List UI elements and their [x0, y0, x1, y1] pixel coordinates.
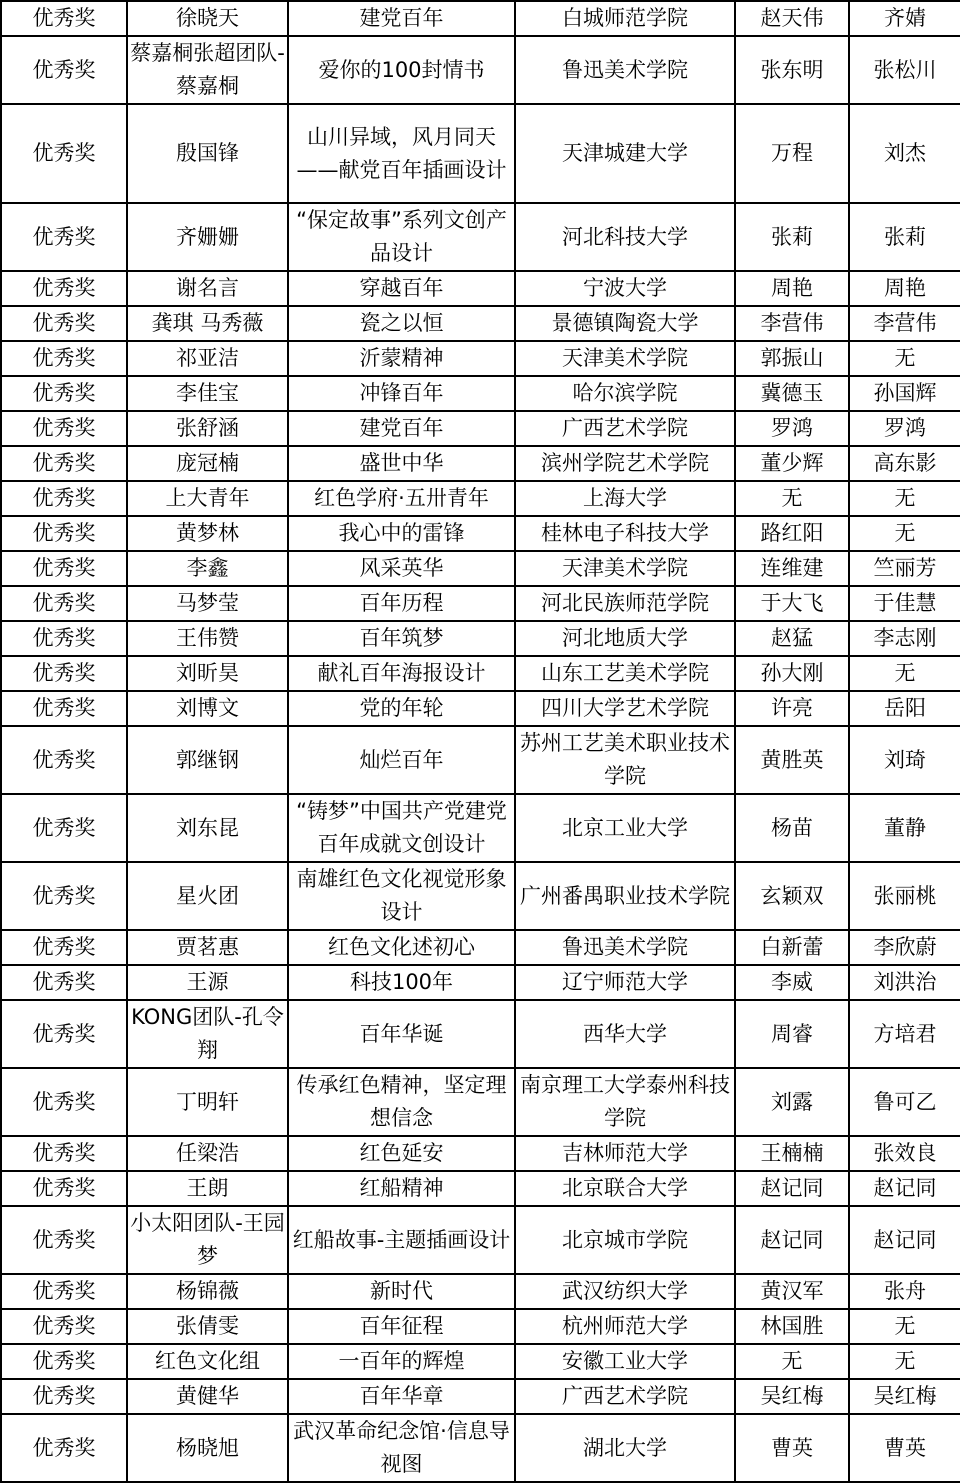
award-level-cell: 优秀奖 — [1, 1344, 127, 1379]
table-row — [1, 104, 960, 203]
table-row — [1, 1068, 960, 1136]
work-title-cell: 爱你的100封情书 — [288, 36, 515, 104]
work-title-cell: 灿烂百年 — [288, 726, 515, 794]
author-cell: 黄梦林 — [127, 516, 288, 551]
award-level-cell: 优秀奖 — [1, 446, 127, 481]
advisor-1-cell: 无 — [735, 1344, 849, 1379]
advisor-1-cell: 林国胜 — [735, 1309, 849, 1344]
award-level-cell: 优秀奖 — [1, 203, 127, 271]
table-row — [1, 516, 960, 551]
advisor-2-cell: 刘琦 — [849, 726, 960, 794]
table-row — [1, 271, 960, 306]
table-row — [1, 1309, 960, 1344]
advisor-2-cell: 赵记同 — [849, 1171, 960, 1206]
author-cell: 任梁浩 — [127, 1136, 288, 1171]
award-level-cell: 优秀奖 — [1, 1136, 127, 1171]
author-cell: 李鑫 — [127, 551, 288, 586]
advisor-2-cell: 刘杰 — [849, 104, 960, 203]
author-cell: 杨锦薇 — [127, 1274, 288, 1309]
work-title-cell: 新时代 — [288, 1274, 515, 1309]
work-title-cell: 百年历程 — [288, 586, 515, 621]
work-title-cell: 瓷之以恒 — [288, 306, 515, 341]
school-cell: 天津美术学院 — [515, 341, 735, 376]
advisor-1-cell: 周睿 — [735, 1000, 849, 1068]
advisor-1-cell: 于大飞 — [735, 586, 849, 621]
work-title-cell: 建党百年 — [288, 1, 515, 36]
award-level-cell: 优秀奖 — [1, 36, 127, 104]
award-level-cell: 优秀奖 — [1, 621, 127, 656]
author-cell: 张舒涵 — [127, 411, 288, 446]
school-cell: 景德镇陶瓷大学 — [515, 306, 735, 341]
school-cell: 广西艺术学院 — [515, 1379, 735, 1414]
advisor-1-cell: 董少辉 — [735, 446, 849, 481]
work-title-cell: 武汉革命纪念馆·信息导视图 — [288, 1414, 515, 1482]
table-row — [1, 1136, 960, 1171]
author-cell: 龚琪 马秀薇 — [127, 306, 288, 341]
school-cell: 西华大学 — [515, 1000, 735, 1068]
award-level-cell: 优秀奖 — [1, 1000, 127, 1068]
work-title-cell: 红船故事-主题插画设计 — [288, 1206, 515, 1274]
advisor-2-cell: 董静 — [849, 794, 960, 862]
work-title-cell: 风采英华 — [288, 551, 515, 586]
advisor-2-cell: 吴红梅 — [849, 1379, 960, 1414]
advisor-2-cell: 无 — [849, 341, 960, 376]
school-cell: 苏州工艺美术职业技术学院 — [515, 726, 735, 794]
work-title-cell: 传承红色精神，坚定理想信念 — [288, 1068, 515, 1136]
advisor-1-cell: 李营伟 — [735, 306, 849, 341]
award-level-cell: 优秀奖 — [1, 104, 127, 203]
award-level-cell: 优秀奖 — [1, 551, 127, 586]
school-cell: 河北科技大学 — [515, 203, 735, 271]
award-level-cell: 优秀奖 — [1, 656, 127, 691]
school-cell: 鲁迅美术学院 — [515, 36, 735, 104]
advisor-2-cell: 李欣蔚 — [849, 930, 960, 965]
advisor-2-cell: 张效良 — [849, 1136, 960, 1171]
advisor-1-cell: 李威 — [735, 965, 849, 1000]
work-title-cell: 献礼百年海报设计 — [288, 656, 515, 691]
advisor-2-cell: 无 — [849, 481, 960, 516]
advisor-1-cell: 许亮 — [735, 691, 849, 726]
author-cell: 王朗 — [127, 1171, 288, 1206]
advisor-2-cell: 无 — [849, 1344, 960, 1379]
author-cell: 王源 — [127, 965, 288, 1000]
table-row — [1, 411, 960, 446]
school-cell: 广州番禺职业技术学院 — [515, 862, 735, 930]
advisor-1-cell: 赵记同 — [735, 1171, 849, 1206]
advisor-2-cell: 方培君 — [849, 1000, 960, 1068]
work-title-cell: 穿越百年 — [288, 271, 515, 306]
advisor-1-cell: 王楠楠 — [735, 1136, 849, 1171]
table-row — [1, 551, 960, 586]
school-cell: 宁波大学 — [515, 271, 735, 306]
advisor-2-cell: 罗鸿 — [849, 411, 960, 446]
table-row — [1, 691, 960, 726]
author-cell: 齐姗姗 — [127, 203, 288, 271]
author-cell: 徐晓天 — [127, 1, 288, 36]
table-row — [1, 1206, 960, 1274]
award-level-cell: 优秀奖 — [1, 794, 127, 862]
table-row — [1, 481, 960, 516]
table-row — [1, 1414, 960, 1482]
advisor-1-cell: 曹英 — [735, 1414, 849, 1482]
table-row — [1, 1171, 960, 1206]
advisor-1-cell: 冀德玉 — [735, 376, 849, 411]
advisor-1-cell: 白新蕾 — [735, 930, 849, 965]
award-level-cell: 优秀奖 — [1, 930, 127, 965]
table-row — [1, 1344, 960, 1379]
advisor-2-cell: 刘洪治 — [849, 965, 960, 1000]
award-level-cell: 优秀奖 — [1, 1068, 127, 1136]
award-level-cell: 优秀奖 — [1, 1379, 127, 1414]
table-row — [1, 306, 960, 341]
table-row — [1, 1, 960, 36]
award-level-cell: 优秀奖 — [1, 965, 127, 1000]
advisor-1-cell: 路红阳 — [735, 516, 849, 551]
work-title-cell: 一百年的辉煌 — [288, 1344, 515, 1379]
advisor-1-cell: 无 — [735, 481, 849, 516]
table-row — [1, 446, 960, 481]
school-cell: 北京城市学院 — [515, 1206, 735, 1274]
author-cell: 谢名言 — [127, 271, 288, 306]
award-level-cell: 优秀奖 — [1, 411, 127, 446]
advisor-1-cell: 张东明 — [735, 36, 849, 104]
advisor-1-cell: 杨苗 — [735, 794, 849, 862]
advisor-1-cell: 玄颖双 — [735, 862, 849, 930]
work-title-cell: 建党百年 — [288, 411, 515, 446]
advisor-2-cell: 周艳 — [849, 271, 960, 306]
school-cell: 白城师范学院 — [515, 1, 735, 36]
advisor-2-cell: 张丽桃 — [849, 862, 960, 930]
school-cell: 广西艺术学院 — [515, 411, 735, 446]
work-title-cell: 红色学府·五卅青年 — [288, 481, 515, 516]
author-cell: 丁明轩 — [127, 1068, 288, 1136]
advisor-1-cell: 郭振山 — [735, 341, 849, 376]
school-cell: 北京工业大学 — [515, 794, 735, 862]
author-cell: 蔡嘉桐张超团队-蔡嘉桐 — [127, 36, 288, 104]
advisor-2-cell: 赵记同 — [849, 1206, 960, 1274]
school-cell: 吉林师范大学 — [515, 1136, 735, 1171]
work-title-cell: 百年征程 — [288, 1309, 515, 1344]
award-level-cell: 优秀奖 — [1, 1414, 127, 1482]
author-cell: 星火团 — [127, 862, 288, 930]
advisor-1-cell: 赵天伟 — [735, 1, 849, 36]
school-cell: 杭州师范大学 — [515, 1309, 735, 1344]
table-row — [1, 794, 960, 862]
advisor-2-cell: 齐婧 — [849, 1, 960, 36]
table-row — [1, 1000, 960, 1068]
award-level-cell: 优秀奖 — [1, 1206, 127, 1274]
author-cell: 庞冠楠 — [127, 446, 288, 481]
work-title-cell: 红船精神 — [288, 1171, 515, 1206]
author-cell: 张倩雯 — [127, 1309, 288, 1344]
author-cell: 刘昕昊 — [127, 656, 288, 691]
award-level-cell: 优秀奖 — [1, 306, 127, 341]
school-cell: 北京联合大学 — [515, 1171, 735, 1206]
advisor-1-cell: 吴红梅 — [735, 1379, 849, 1414]
author-cell: 小太阳团队-王园梦 — [127, 1206, 288, 1274]
work-title-cell: 盛世中华 — [288, 446, 515, 481]
author-cell: 王伟赞 — [127, 621, 288, 656]
school-cell: 辽宁师范大学 — [515, 965, 735, 1000]
work-title-cell: 百年筑梦 — [288, 621, 515, 656]
author-cell: 李佳宝 — [127, 376, 288, 411]
advisor-2-cell: 于佳慧 — [849, 586, 960, 621]
award-level-cell: 优秀奖 — [1, 271, 127, 306]
table-row — [1, 726, 960, 794]
work-title-cell: 我心中的雷锋 — [288, 516, 515, 551]
author-cell: 刘东昆 — [127, 794, 288, 862]
table-row — [1, 930, 960, 965]
school-cell: 天津城建大学 — [515, 104, 735, 203]
award-level-cell: 优秀奖 — [1, 586, 127, 621]
advisor-2-cell: 无 — [849, 516, 960, 551]
author-cell: 祁亚洁 — [127, 341, 288, 376]
school-cell: 湖北大学 — [515, 1414, 735, 1482]
advisor-2-cell: 李志刚 — [849, 621, 960, 656]
advisor-1-cell: 孙大刚 — [735, 656, 849, 691]
table-row — [1, 1379, 960, 1414]
advisor-1-cell: 黄汉军 — [735, 1274, 849, 1309]
school-cell: 桂林电子科技大学 — [515, 516, 735, 551]
school-cell: 南京理工大学泰州科技学院 — [515, 1068, 735, 1136]
work-title-cell: 党的年轮 — [288, 691, 515, 726]
school-cell: 河北民族师范学院 — [515, 586, 735, 621]
work-title-cell: “保定故事”系列文创产品设计 — [288, 203, 515, 271]
school-cell: 河北地质大学 — [515, 621, 735, 656]
advisor-2-cell: 鲁可乙 — [849, 1068, 960, 1136]
author-cell: KONG团队-孔令翔 — [127, 1000, 288, 1068]
author-cell: 贾茗惠 — [127, 930, 288, 965]
school-cell: 滨州学院艺术学院 — [515, 446, 735, 481]
work-title-cell: 山川异域，风月同天——献党百年插画设计 — [288, 104, 515, 203]
work-title-cell: “铸梦”中国共产党建党百年成就文创设计 — [288, 794, 515, 862]
advisor-2-cell: 张松川 — [849, 36, 960, 104]
award-level-cell: 优秀奖 — [1, 691, 127, 726]
author-cell: 刘博文 — [127, 691, 288, 726]
author-cell: 黄健华 — [127, 1379, 288, 1414]
author-cell: 上大青年 — [127, 481, 288, 516]
advisor-1-cell: 罗鸿 — [735, 411, 849, 446]
work-title-cell: 南雄红色文化视觉形象设计 — [288, 862, 515, 930]
table-row — [1, 1274, 960, 1309]
advisor-2-cell: 无 — [849, 656, 960, 691]
advisor-1-cell: 赵记同 — [735, 1206, 849, 1274]
school-cell: 天津美术学院 — [515, 551, 735, 586]
work-title-cell: 百年华诞 — [288, 1000, 515, 1068]
school-cell: 哈尔滨学院 — [515, 376, 735, 411]
work-title-cell: 红色延安 — [288, 1136, 515, 1171]
advisor-2-cell: 张舟 — [849, 1274, 960, 1309]
award-level-cell: 优秀奖 — [1, 376, 127, 411]
work-title-cell: 沂蒙精神 — [288, 341, 515, 376]
table-row — [1, 36, 960, 104]
school-cell: 四川大学艺术学院 — [515, 691, 735, 726]
advisor-1-cell: 连维建 — [735, 551, 849, 586]
author-cell: 杨晓旭 — [127, 1414, 288, 1482]
table-row — [1, 656, 960, 691]
advisor-2-cell: 张莉 — [849, 203, 960, 271]
advisor-1-cell: 刘露 — [735, 1068, 849, 1136]
advisor-1-cell: 黄胜英 — [735, 726, 849, 794]
advisor-2-cell: 无 — [849, 1309, 960, 1344]
author-cell: 马梦莹 — [127, 586, 288, 621]
advisor-2-cell: 岳阳 — [849, 691, 960, 726]
work-title-cell: 科技100年 — [288, 965, 515, 1000]
advisor-2-cell: 李营伟 — [849, 306, 960, 341]
award-level-cell: 优秀奖 — [1, 1171, 127, 1206]
award-level-cell: 优秀奖 — [1, 1274, 127, 1309]
advisor-2-cell: 高东影 — [849, 446, 960, 481]
advisor-1-cell: 赵猛 — [735, 621, 849, 656]
table-row — [1, 341, 960, 376]
award-level-cell: 优秀奖 — [1, 726, 127, 794]
table-row — [1, 621, 960, 656]
school-cell: 鲁迅美术学院 — [515, 930, 735, 965]
table-row — [1, 203, 960, 271]
advisor-1-cell: 张莉 — [735, 203, 849, 271]
advisor-2-cell: 曹英 — [849, 1414, 960, 1482]
award-level-cell: 优秀奖 — [1, 1309, 127, 1344]
award-level-cell: 优秀奖 — [1, 341, 127, 376]
work-title-cell: 红色文化述初心 — [288, 930, 515, 965]
author-cell: 红色文化组 — [127, 1344, 288, 1379]
awards-table-body — [1, 1, 960, 1482]
school-cell: 武汉纺织大学 — [515, 1274, 735, 1309]
author-cell: 郭继钢 — [127, 726, 288, 794]
work-title-cell: 百年华章 — [288, 1379, 515, 1414]
advisor-1-cell: 周艳 — [735, 271, 849, 306]
table-row — [1, 965, 960, 1000]
table-row — [1, 586, 960, 621]
award-level-cell: 优秀奖 — [1, 862, 127, 930]
school-cell: 山东工艺美术学院 — [515, 656, 735, 691]
author-cell: 殷国锋 — [127, 104, 288, 203]
school-cell: 安徽工业大学 — [515, 1344, 735, 1379]
advisor-2-cell: 孙国辉 — [849, 376, 960, 411]
school-cell: 上海大学 — [515, 481, 735, 516]
award-level-cell: 优秀奖 — [1, 481, 127, 516]
award-level-cell: 优秀奖 — [1, 1, 127, 36]
work-title-cell: 冲锋百年 — [288, 376, 515, 411]
table-row — [1, 376, 960, 411]
award-level-cell: 优秀奖 — [1, 516, 127, 551]
advisor-2-cell: 竺丽芳 — [849, 551, 960, 586]
advisor-1-cell: 万程 — [735, 104, 849, 203]
table-row — [1, 862, 960, 930]
